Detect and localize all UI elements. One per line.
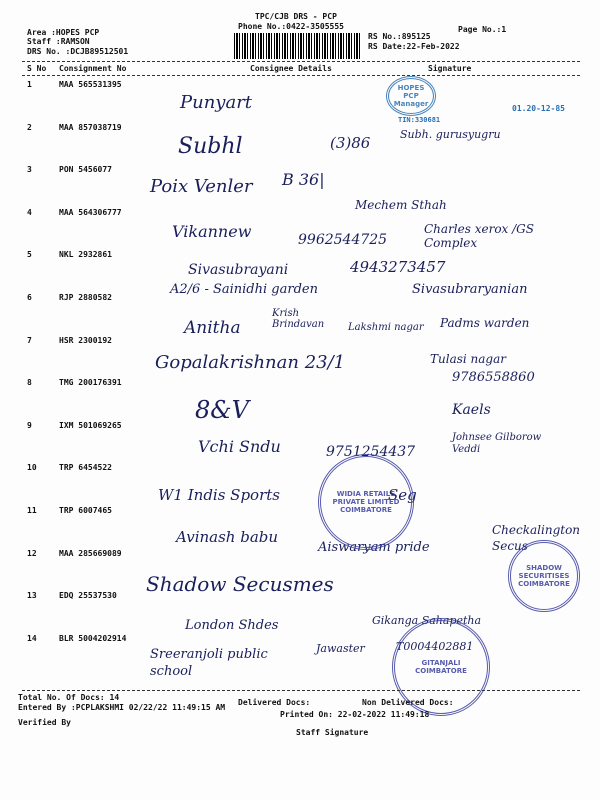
row-sno: 9	[27, 421, 32, 430]
handwriting: Mechem Sthah	[355, 198, 447, 212]
row-consignment-no: RJP 2880582	[59, 293, 112, 302]
row-sno: 7	[27, 336, 32, 345]
phone-number: Phone No.:0422-3505555	[238, 22, 344, 31]
handwriting: A2/6 - Sainidhi garden	[170, 282, 318, 297]
printed-on: Printed On: 22-02-2022 11:49:18	[280, 710, 430, 719]
row-consignment-no: MAA 285669089	[59, 549, 122, 558]
handwriting: Aiswaryam pride	[318, 540, 430, 555]
col-sno: S No	[27, 64, 47, 73]
row-consignment-no: TRP 6454522	[59, 463, 112, 472]
col-consignment: Consignment No	[59, 64, 127, 73]
handwriting: Poix Venler	[150, 176, 253, 197]
handwriting: London Shdes	[185, 618, 279, 633]
col-consignee-details: Consignee Details	[250, 64, 332, 73]
row-consignment-no: MAA 857038719	[59, 123, 122, 132]
handwriting: B 36|	[282, 170, 325, 189]
col-signature: Signature	[428, 64, 472, 73]
handwriting: Kaels	[452, 402, 491, 418]
rs-number: RS No.:895125	[368, 32, 431, 41]
row-sno: 10	[27, 463, 37, 472]
row-consignment-no: BLR 5004202914	[59, 634, 127, 643]
handwriting: Johnsee Gilborow Veddi	[452, 432, 542, 455]
delivered-docs: Delivered Docs:	[238, 698, 311, 707]
handwriting: Subhl	[178, 134, 243, 159]
handwriting: Sreeranjoli public school	[150, 647, 268, 679]
total-docs: Total No. Of Docs: 14	[18, 693, 120, 702]
handwriting: Gopalakrishnan 23/1	[155, 352, 346, 373]
row-sno: 14	[27, 634, 37, 643]
row-consignment-no: HSR 2300192	[59, 336, 112, 345]
handwriting: 8&V	[195, 396, 249, 424]
row-consignment-no: EDQ 25537530	[59, 591, 117, 600]
area-label: Area :HOPES PCP	[27, 28, 100, 37]
drs-number: DRS No. :DCJB89512501	[27, 47, 129, 56]
header-rule-top	[22, 61, 580, 62]
handwriting: 4943273457	[350, 258, 446, 276]
row-consignment-no: TMG 200176391	[59, 378, 122, 387]
handwriting: Tulasi nagar	[430, 352, 506, 366]
entered-by: Entered By :PCPLAKSHMI 02/22/22 11:49:15 AM	[18, 703, 226, 712]
handwriting: Checkalington Secus	[492, 523, 581, 553]
row-sno: 12	[27, 549, 37, 558]
row-consignment-no: TRP 6007465	[59, 506, 112, 515]
row-consignment-no: NKL 2932861	[59, 250, 112, 259]
staff-label: Staff :RAMSON	[27, 37, 90, 46]
row-sno: 8	[27, 378, 32, 387]
footer-rule	[22, 690, 580, 691]
header-rule-bottom	[22, 75, 580, 76]
company-stamp: SHADOW SECURITISES COIMBATORE	[508, 540, 580, 612]
handwriting: Lakshmi nagar	[348, 322, 424, 333]
stamp-tin: TIN:330681	[398, 116, 441, 124]
handwriting: Krish Brindavan	[272, 308, 325, 330]
staff-signature-label: Staff Signature	[296, 728, 369, 737]
row-sno: 2	[27, 123, 32, 132]
handwriting: Vchi Sndu	[198, 437, 281, 456]
handwriting: Padms warden	[440, 316, 530, 330]
row-consignment-no: PON 5456077	[59, 165, 112, 174]
company-stamp: GITANJALI COIMBATORE	[392, 618, 490, 716]
handwriting: 9751254437	[326, 444, 416, 460]
handwriting: W1 Indis Sports	[158, 486, 280, 504]
handwriting: Gikanga Sahapetha	[372, 614, 482, 627]
row-sno: 1	[27, 80, 32, 89]
row-consignment-no: MAA 564306777	[59, 208, 122, 217]
handwriting: T0004402881	[396, 640, 474, 653]
handwriting: 9962544725	[298, 232, 388, 248]
handwriting: Punyart	[180, 92, 253, 113]
row-consignment-no: IXM 501069265	[59, 421, 122, 430]
row-sno: 5	[27, 250, 32, 259]
handwriting: Jawaster	[316, 642, 365, 655]
handwriting: Sivasubrayani	[188, 262, 289, 278]
rs-date: RS Date:22-Feb-2022	[368, 42, 460, 51]
company-stamp: WIDIA RETAILS PRIVATE LIMITED COIMBATORE	[318, 454, 414, 550]
barcode	[234, 33, 362, 59]
handwriting: Vikannew	[172, 222, 252, 241]
row-sno: 3	[27, 165, 32, 174]
route-title: TPC/CJB DRS - PCP	[255, 12, 337, 21]
row-consignment-no: MAA 565531395	[59, 80, 122, 89]
handwriting: Subh. gurusyugru	[400, 128, 501, 141]
row-sno: 4	[27, 208, 32, 217]
stamp-date: 01.20-12-85	[512, 104, 565, 113]
company-stamp: HOPES PCP Manager	[386, 76, 436, 116]
handwriting: Sivasubraryanian	[412, 282, 528, 297]
handwriting: (3)86	[330, 134, 371, 152]
handwriting: Anitha	[184, 318, 241, 338]
page-number: Page No.:1	[458, 25, 507, 34]
non-delivered-docs: Non Delivered Docs:	[362, 698, 454, 707]
row-sno: 11	[27, 506, 37, 515]
row-sno: 13	[27, 591, 37, 600]
handwriting: 9786558860	[452, 370, 535, 385]
handwriting: Avinash babu	[176, 528, 279, 546]
row-sno: 6	[27, 293, 32, 302]
handwriting: Shadow Secusmes	[146, 572, 334, 596]
verified-by: Verified By	[18, 718, 71, 727]
handwriting: Seg	[388, 486, 417, 504]
handwriting: Charles xerox /GS Complex	[424, 222, 534, 250]
